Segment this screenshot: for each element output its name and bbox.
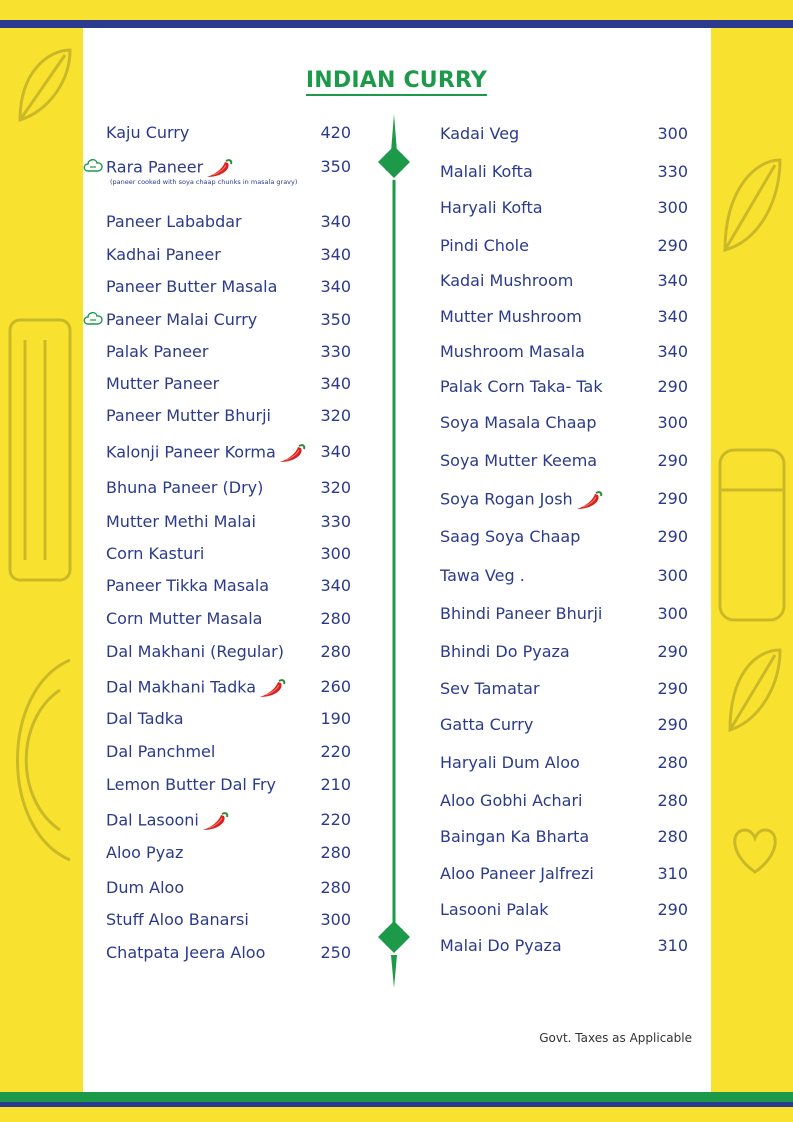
menu-item-price: 330 — [657, 162, 688, 181]
menu-item-price: 290 — [657, 900, 688, 919]
menu-item-name: Baingan Ka Bharta — [440, 827, 590, 846]
menu-item-price: 320 — [320, 406, 351, 425]
menu-item-price: 300 — [657, 198, 688, 217]
leaf-right-doodle-icon — [715, 150, 790, 260]
menu-item-name: Kadai Mushroom — [440, 271, 574, 290]
heart-doodle-icon — [725, 820, 785, 880]
chef-special-icon — [82, 310, 104, 328]
menu-item-name: Corn Mutter Masala — [106, 609, 263, 628]
menu-item-price: 340 — [320, 576, 351, 595]
menu-item-price: 300 — [657, 413, 688, 432]
menu-item-price: 290 — [657, 679, 688, 698]
bowl-doodle-icon — [0, 650, 80, 870]
menu-item-name: Dal Panchmel — [106, 742, 216, 761]
menu-item-price: 290 — [657, 451, 688, 470]
menu-item-price: 280 — [657, 753, 688, 772]
rara-paneer-note: (paneer cooked with soya chaap chunks in masala gravy) — [110, 178, 298, 186]
menu-item-name: Kalonji Paneer Korma — [106, 442, 307, 464]
menu-item-name: Paneer Malai Curry — [106, 310, 258, 329]
menu-item-price: 280 — [657, 791, 688, 810]
menu-item-price: 260 — [320, 677, 351, 696]
menu-item-name: Dal Tadka — [106, 709, 184, 728]
ornament-divider-icon — [366, 112, 422, 992]
menu-item-name: Mutter Paneer — [106, 374, 220, 393]
menu-item-price: 210 — [320, 775, 351, 794]
menu-item-price: 310 — [657, 864, 688, 883]
top-border-bar — [0, 20, 793, 28]
menu-item-price: 220 — [320, 742, 351, 761]
menu-item-name: Haryali Kofta — [440, 198, 543, 217]
menu-item-price: 280 — [320, 609, 351, 628]
menu-item-name: Lemon Butter Dal Fry — [106, 775, 276, 794]
menu-item-name: Mutter Methi Malai — [106, 512, 256, 531]
menu-item-price: 340 — [320, 212, 351, 231]
menu-item-price: 310 — [657, 936, 688, 955]
menu-item-name: Gatta Curry — [440, 715, 534, 734]
bottom-blue-bar — [0, 1102, 793, 1107]
menu-item-name: Bhuna Paneer (Dry) — [106, 478, 264, 497]
mixer-doodle-icon — [0, 300, 80, 600]
menu-item-price: 340 — [320, 374, 351, 393]
menu-item-name: Aloo Paneer Jalfrezi — [440, 864, 594, 883]
menu-item-name: Stuff Aloo Banarsi — [106, 910, 249, 929]
menu-item-price: 280 — [320, 642, 351, 661]
menu-item-price: 340 — [320, 277, 351, 296]
menu-item-price: 220 — [320, 810, 351, 829]
menu-item-name: Haryali Dum Aloo — [440, 753, 580, 772]
menu-item-name: Chatpata Jeera Aloo — [106, 943, 266, 962]
menu-item-price: 340 — [320, 245, 351, 264]
menu-item-name: Aloo Pyaz — [106, 843, 184, 862]
menu-item-name: Palak Corn Taka- Tak — [440, 377, 603, 396]
menu-item-name: Saag Soya Chaap — [440, 527, 581, 546]
menu-item-name: Corn Kasturi — [106, 544, 205, 563]
menu-item-name: Dal Makhani (Regular) — [106, 642, 284, 661]
chili-icon — [204, 157, 234, 179]
menu-item-price: 300 — [657, 604, 688, 623]
menu-item-name: Soya Mutter Keema — [440, 451, 598, 470]
menu-item-name: Mushroom Masala — [440, 342, 585, 361]
menu-item-name: Bhindi Paneer Bhurji — [440, 604, 603, 623]
menu-item-name: Rara Paneer — [106, 157, 234, 179]
menu-item-price: 330 — [320, 342, 351, 361]
menu-item-name: Bhindi Do Pyaza — [440, 642, 570, 661]
leaf-right2-doodle-icon — [720, 640, 790, 740]
menu-item-name: Sev Tamatar — [440, 679, 540, 698]
jar-doodle-icon — [712, 430, 792, 630]
menu-item-name: Lasooni Palak — [440, 900, 549, 919]
menu-item-name: Dum Aloo — [106, 878, 185, 897]
menu-item-price: 340 — [657, 307, 688, 326]
menu-item-name: Malali Kofta — [440, 162, 533, 181]
menu-item-price: 300 — [657, 124, 688, 143]
menu-item-name: Malai Do Pyaza — [440, 936, 562, 955]
menu-item-name: Kadai Veg — [440, 124, 520, 143]
menu-item-name: Paneer Lababdar — [106, 212, 242, 231]
menu-item-price: 190 — [320, 709, 351, 728]
menu-item-price: 330 — [320, 512, 351, 531]
menu-item-price: 280 — [657, 827, 688, 846]
menu-item-price: 290 — [657, 377, 688, 396]
menu-item-price: 340 — [657, 271, 688, 290]
menu-item-price: 350 — [320, 310, 351, 329]
menu-item-price: 290 — [657, 489, 688, 508]
menu-item-price: 420 — [320, 123, 351, 142]
menu-item-price: 350 — [320, 157, 351, 176]
chili-icon — [200, 810, 230, 832]
menu-item-name: Paneer Butter Masala — [106, 277, 278, 296]
menu-item-price: 300 — [320, 544, 351, 563]
menu-item-name: Dal Makhani Tadka — [106, 677, 287, 699]
chili-icon — [574, 489, 604, 511]
tax-footer-note: Govt. Taxes as Applicable — [539, 1031, 692, 1045]
menu-item-price: 290 — [657, 527, 688, 546]
menu-item-price: 300 — [320, 910, 351, 929]
menu-item-price: 290 — [657, 236, 688, 255]
menu-item-price: 290 — [657, 715, 688, 734]
menu-item-name: Soya Masala Chaap — [440, 413, 597, 432]
chef-special-icon — [82, 157, 104, 175]
menu-item-name: Paneer Mutter Bhurji — [106, 406, 271, 425]
menu-item-name: Soya Rogan Josh — [440, 489, 604, 511]
bottom-green-bar — [0, 1092, 793, 1102]
menu-item-name: Tawa Veg . — [440, 566, 525, 585]
menu-item-price: 340 — [657, 342, 688, 361]
menu-item-name: Paneer Tikka Masala — [106, 576, 270, 595]
menu-item-name: Dal Lasooni — [106, 810, 230, 832]
menu-item-name: Kadhai Paneer — [106, 245, 221, 264]
menu-item-name: Kaju Curry — [106, 123, 190, 142]
menu-item-name: Pindi Chole — [440, 236, 529, 255]
menu-item-price: 250 — [320, 943, 351, 962]
menu-item-name: Mutter Mushroom — [440, 307, 582, 326]
menu-item-price: 300 — [657, 566, 688, 585]
menu-item-price: 280 — [320, 878, 351, 897]
chili-icon — [257, 677, 287, 699]
menu-item-name: Aloo Gobhi Achari — [440, 791, 583, 810]
menu-item-price: 280 — [320, 843, 351, 862]
menu-item-price: 290 — [657, 642, 688, 661]
menu-item-price: 340 — [320, 442, 351, 461]
menu-item-name: Palak Paneer — [106, 342, 209, 361]
page-title: INDIAN CURRY — [0, 68, 793, 93]
menu-item-price: 320 — [320, 478, 351, 497]
